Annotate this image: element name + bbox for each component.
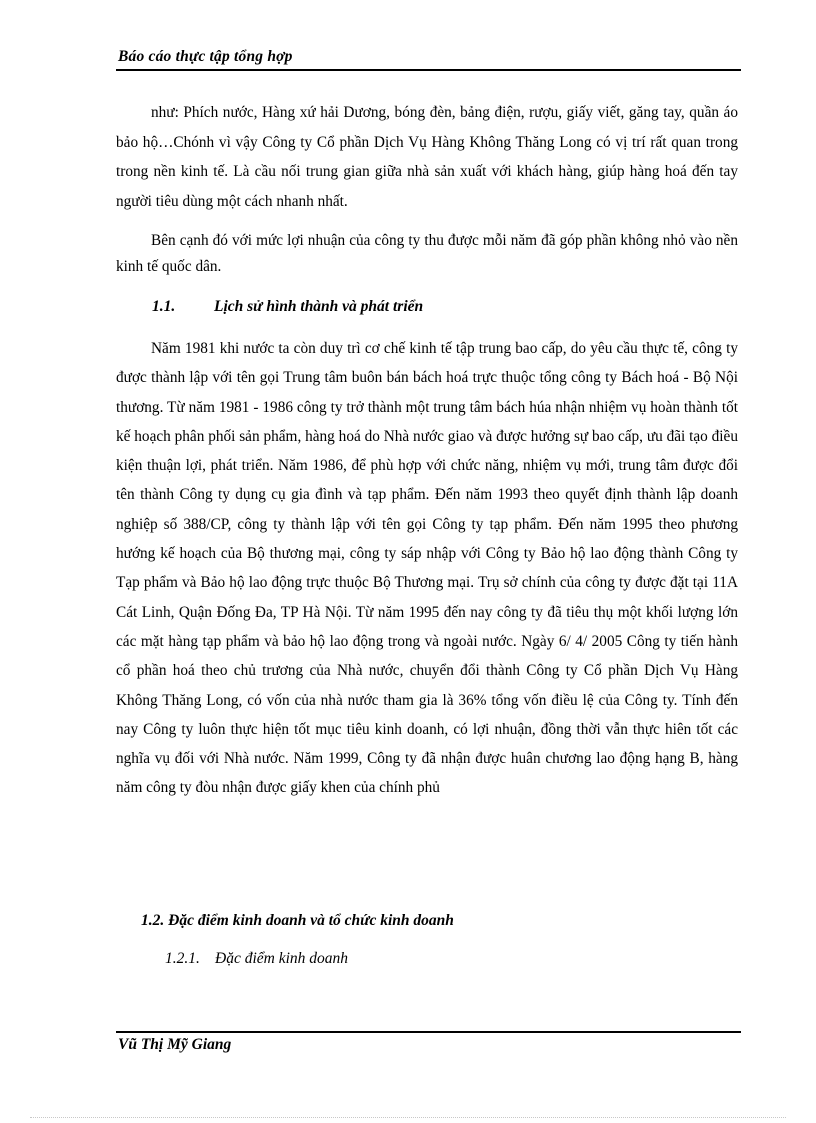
footer-divider: [116, 1031, 741, 1033]
subsection-title: Đặc điểm kinh doanh: [215, 950, 349, 967]
paragraph-2: Bên cạnh đó với mức lợi nhuận của công ty thu được mỗi năm đã góp phần không nhỏ vào nền kinh tế quốc dân.: [116, 232, 738, 275]
paragraph-3: Năm 1981 khi nước ta còn duy trì cơ chế kinh tế tập trung bao cấp, do yêu cầu thực tế, công ty được thành lập với tên gọi Trung tâm buôn bán bách hoá trực thuộc tổng công ty Bách hoá - Bộ Nội thương. Từ năm 1981 - 1986 công ty trở thành một trung tâm bách húa nhận nhiệm vụ hoàn thành tốt kế hoạch phân phối sản phẩm, hàng hoá do Nhà nước giao và được hưởng sự bao cấp, ưu đãi tạo điều kiện thuận lợi, phát triển. Năm 1986, để phù hợp với chức năng, nhiệm vụ mới, trung tâm được đổi tên thành Công ty dụng cụ gia đình và tạp phẩm. Đến năm 1993 theo quyết định thành lập doanh nghiệp số 388/CP, công ty thành lập với tên gọi Công ty tạp phẩm. Đến năm 1995 theo phương hướng kế hoạch của Bộ thương mại, công ty sáp nhập với Công ty Bảo hộ lao động thành Công ty Tạp phẩm và Bảo hộ lao động trực thuộc Bộ Thương mại. Trụ sở chính của công ty được đặt tại 11A Cát Linh, Quận Đống Đa, TP Hà Nội. Từ năm 1995 đến nay công ty đã tiêu thụ một khối lượng lớn các mặt hàng tạp phẩm và bảo hộ lao động trong và ngoài nước. Ngày 6/ 4/ 2005 Công ty tiến hành cổ phần hoá theo chủ trương của Nhà nước, chuyển đổi thành Công ty Cổ phần Dịch Vụ Hàng Không Thăng Long, có vốn của nhà nước tham gia là 36% tổng vốn điều lệ của Công ty. Tính đến nay Công ty luôn thực hiện tốt mục tiêu kinh doanh, có lợi nhuận, đồng thời vẫn thực hiên tốt các nghĩa vụ đối với Nhà nước. Năm 1999, Công ty đã nhận được huân chương lao động hạng B, hàng năm công ty đòu nhận được giấy khen của chính phủ: [116, 340, 738, 797]
section-heading-1-2: 1.2. Đặc điểm kinh doanh và tổ chức kinh doanh: [141, 912, 454, 929]
footer-author: Vũ Thị Mỹ Giang: [118, 1036, 232, 1053]
header-title: Báo cáo thực tập tổng hợp: [118, 48, 293, 65]
section-title: Lịch sử hình thành và phát triển: [214, 298, 424, 315]
page-boundary: [30, 1117, 786, 1118]
subsection-number: 1.2.1.: [165, 950, 200, 967]
header-divider: [116, 69, 741, 71]
section-number: 1.1.: [152, 298, 176, 315]
paragraph-1: như: Phích nước, Hàng xứ hải Dương, bóng đèn, bảng điện, rượu, giấy viết, găng tay, quần áo bảo hộ…Chónh vì vậy Công ty Cổ phần Dịch Vụ Hàng Không Thăng Long có vị trí rất quan trong trong nền kinh tế. Là cầu nối trung gian giữa nhà sản xuất với khách hàng, giúp hàng hoá đến tay người tiêu dùng một cách nhanh nhất.: [116, 104, 738, 210]
subsection-heading-1-2-1: [165, 950, 348, 968]
section-heading-1-1: [152, 298, 423, 316]
